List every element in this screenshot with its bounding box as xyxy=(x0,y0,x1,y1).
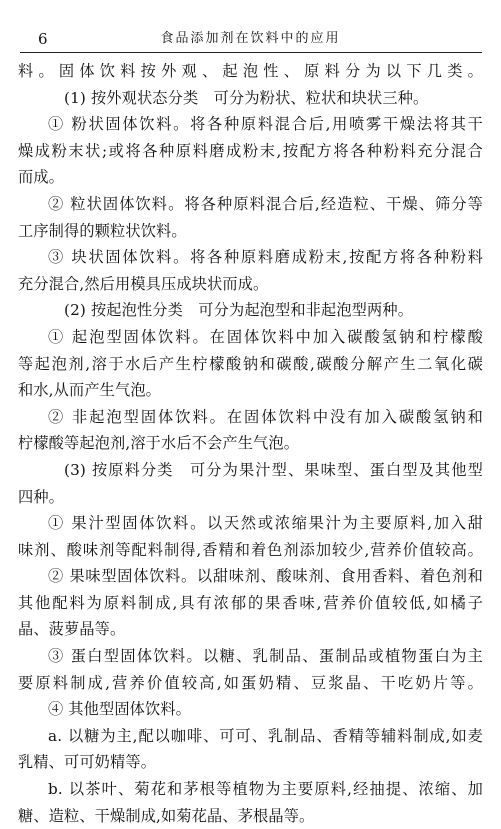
text-line: 等起泡剂,溶于水后产生柠檬酸钠和碳酸,碳酸分解产生二氧化碳 xyxy=(18,354,483,373)
text-line: 柠檬酸等起泡剂,溶于水后不会产生气泡。 xyxy=(18,434,300,453)
text-line: ④ 其他型固体饮料。 xyxy=(48,700,192,719)
text-line: ③ 块状固体饮料。将各种原料磨成粉末,按配方将各种粉料 xyxy=(48,248,483,267)
text-line: 其他配料为原料制成,具有浓郁的果香味,营养价值较低,如橘子 xyxy=(18,593,483,612)
page-header xyxy=(0,0,501,48)
text-line: 料。固体饮料按外观、起泡性、原料分为以下几类。 xyxy=(18,62,483,80)
text-line: 糖、造粒、干燥制成,如菊花晶、茅根晶等。 xyxy=(18,806,315,825)
text-line: 乳精、可可奶精等。 xyxy=(18,753,157,772)
text-line: 要原料制成,营养价值较高,如蛋奶精、豆浆晶、干吃奶片等。 xyxy=(18,673,483,692)
text-line: 充分混合,然后用模具压成块状而成。 xyxy=(18,274,269,293)
text-line: 燥成粉末状;或将各种原料磨成粉末,按配方将各种粉料充分混合 xyxy=(18,141,483,160)
section-heading: (3) 按原料分类 可分为果汁型、果味型、蛋白型及其他型 xyxy=(64,460,483,479)
text-line: 晶、菠萝晶等。 xyxy=(18,620,126,639)
text-line: 和水,从而产生气泡。 xyxy=(18,381,162,400)
text-line: ② 果味型固体饮料。以甜味剂、酸味剂、食用香料、着色剂和 xyxy=(48,567,483,586)
section-heading: (1) 按外观状态分类 可分为粉状、粒状和块状三种。 xyxy=(64,88,429,107)
section-heading: (2) 按起泡性分类 可分为起泡型和非起泡型两种。 xyxy=(64,301,414,320)
page-number: 6 xyxy=(38,30,48,48)
text-line: 工序制得的颗粒状饮料。 xyxy=(18,221,187,240)
body-text xyxy=(18,58,483,829)
text-line: ② 粒状固体饮料。将各种原料混合后,经造粒、干燥、筛分等 xyxy=(48,194,483,213)
text-line: a. 以糖为主,配以咖啡、可可、乳制品、香精等辅料制成,如麦 xyxy=(48,726,483,745)
running-title: 食品添加剂在饮料中的应用 xyxy=(160,31,341,46)
text-line: ① 果汁型固体饮料。以天然或浓缩果汁为主要原料,加入甜 xyxy=(48,514,483,533)
text-line: 味剂、酸味剂等配料制得,香精和着色剂添加较少,营养价值较高。 xyxy=(18,540,483,559)
text-line: ① 粉状固体饮料。将各种原料混合后,用喷雾干燥法将其干 xyxy=(48,115,483,134)
header-rule xyxy=(20,52,482,53)
text-line: b. 以茶叶、菊花和茅根等植物为主要原料,经抽提、浓缩、加 xyxy=(48,780,483,799)
text-line: ① 起泡型固体饮料。在固体饮料中加入碳酸氢钠和柠檬酸 xyxy=(48,327,483,346)
text-line: 而成。 xyxy=(18,168,65,187)
text-line: ③ 蛋白型固体饮料。以糖、乳制品、蛋制品或植物蛋白为主 xyxy=(48,647,483,666)
text-line: 四种。 xyxy=(18,487,65,506)
text-line: ② 非起泡型固体饮料。在固体饮料中没有加入碳酸氢钠和 xyxy=(48,407,483,426)
